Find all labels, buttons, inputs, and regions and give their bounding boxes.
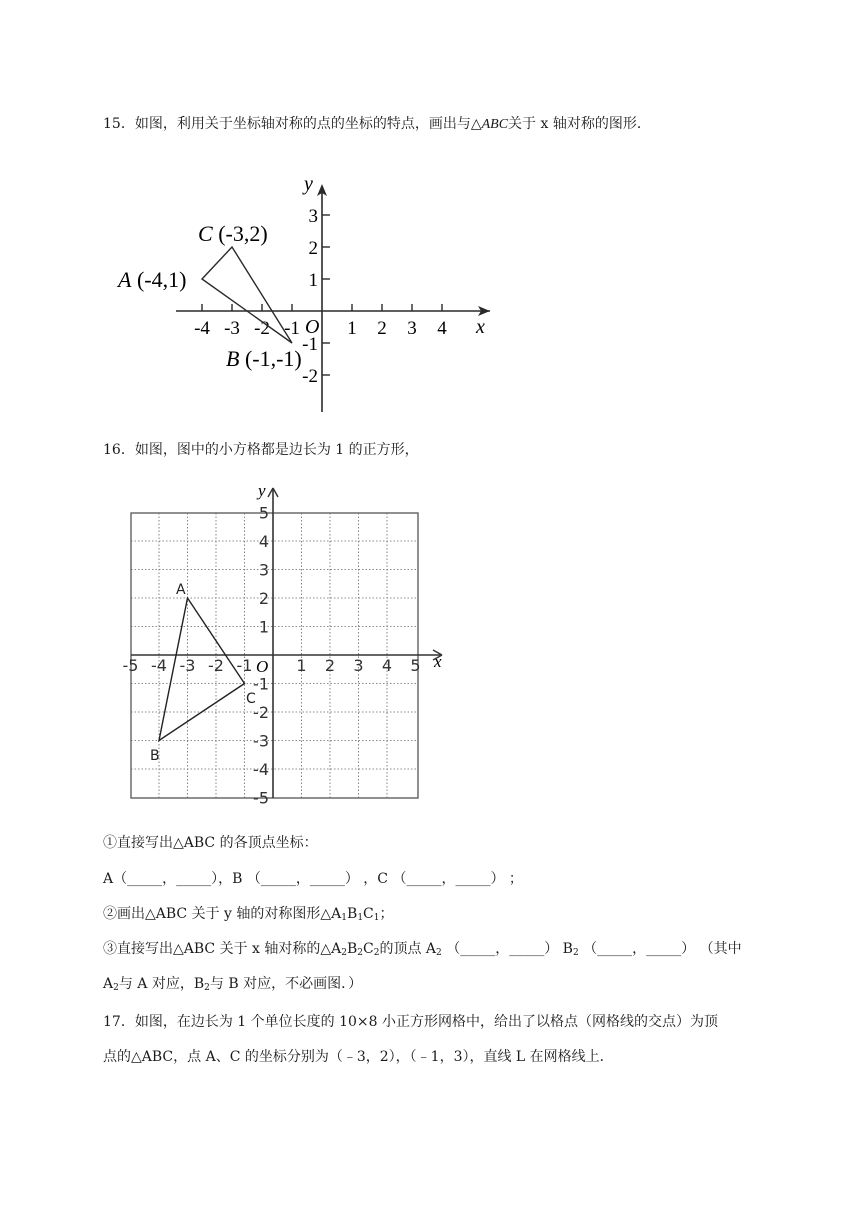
x-tick-label: 1 [296, 656, 307, 675]
x-tick-label: -3 [179, 656, 196, 675]
y-tick-label: -3 [253, 731, 269, 751]
y-tick-label: 2 [258, 589, 269, 608]
point-label-a: A [176, 582, 186, 598]
x-axis-label: x [434, 652, 442, 671]
y-tick-label: 4 [258, 532, 269, 551]
q16-item1-blanks: A（_____，_____），B （_____，_____） ，C （_____，_____） ； [103, 871, 523, 887]
q17-line2: 点的△ABC，点 A、C 的坐标分别为（﹣3，2），（﹣1，3），直线 L 在网格线上． [103, 1049, 614, 1065]
x-tick-label: 3 [407, 318, 417, 339]
x-tick-label: -2 [254, 318, 270, 339]
q16-item3: ③直接写出△ABC 关于 x 轴对称的$\triangle A_2B_2C_2$的顶点 $A_2$ （_____，_____） $B_2$ （_____，_____） （其中 [103, 941, 742, 958]
y-tick-label: 5 [258, 503, 269, 523]
q16-text: 16．如图，图中的小方格都是边长为 1 的正方形， [103, 442, 419, 458]
y-tick-label: 2 [308, 238, 318, 259]
x-tick-label: -4 [194, 318, 210, 339]
x-tick-label: -5 [122, 656, 139, 675]
y-axis-label: y [258, 481, 266, 500]
point-label-b: B (-1,-1) [226, 346, 302, 371]
q16-item3-cont: $A_2$与 A 对应，$B_2$与 B 对应，不必画图．） [103, 976, 363, 993]
x-tick-label: 4 [381, 656, 393, 675]
x-tick-label: -3 [224, 318, 240, 339]
point-label-c: C [246, 691, 256, 707]
q16-item1: ①直接写出△ABC 的各顶点坐标： [103, 835, 318, 851]
point-label-b: B [150, 748, 160, 764]
point-label-a: A (-4,1) [118, 267, 187, 292]
x-tick-label: -1 [236, 656, 253, 675]
x-tick-label: -2 [208, 656, 224, 675]
triangle-abc [159, 598, 245, 741]
q15-text: 15．如图，利用关于坐标轴对称的点的坐标的特点，画出与△ABC关于 x 轴对称的图形． [103, 116, 651, 132]
x-tick-label: -4 [151, 656, 167, 675]
origin-label: O [305, 316, 320, 338]
x-tick-label: 5 [410, 656, 421, 675]
x-tick-label: 1 [347, 318, 357, 339]
point-label-c: C (-3,2) [198, 221, 268, 246]
y-tick-label: -4 [253, 760, 269, 779]
x-tick-label: 3 [353, 656, 364, 675]
y-tick-label: -1 [253, 674, 269, 694]
y-tick-label: 3 [258, 560, 269, 580]
y-tick-label: 1 [308, 270, 318, 291]
origin-label: O [256, 657, 269, 676]
q17-line1: 17．如图，在边长为 1 个单位长度的 10×8 小正方形网格中，给出了以格点（网格线的交点）为顶 [103, 1014, 718, 1030]
x-tick-label: 4 [437, 318, 447, 339]
x-axis-label: x [476, 316, 485, 338]
x-tick-label: 2 [377, 318, 387, 339]
y-tick-label: 1 [258, 617, 269, 637]
y-tick-label: -2 [302, 366, 318, 387]
q16-item2: ②画出△ABC 关于 y 轴的对称图形$\triangle A_1B_1C_1$； [103, 906, 394, 923]
y-tick-label: -2 [253, 703, 269, 722]
y-tick-label: -1 [302, 334, 318, 355]
y-tick-label: 3 [308, 206, 318, 227]
y-tick-label: -5 [253, 788, 269, 808]
y-axis-label: y [304, 173, 313, 195]
x-tick-label: 2 [324, 656, 336, 675]
x-tick-label: -1 [284, 318, 300, 339]
